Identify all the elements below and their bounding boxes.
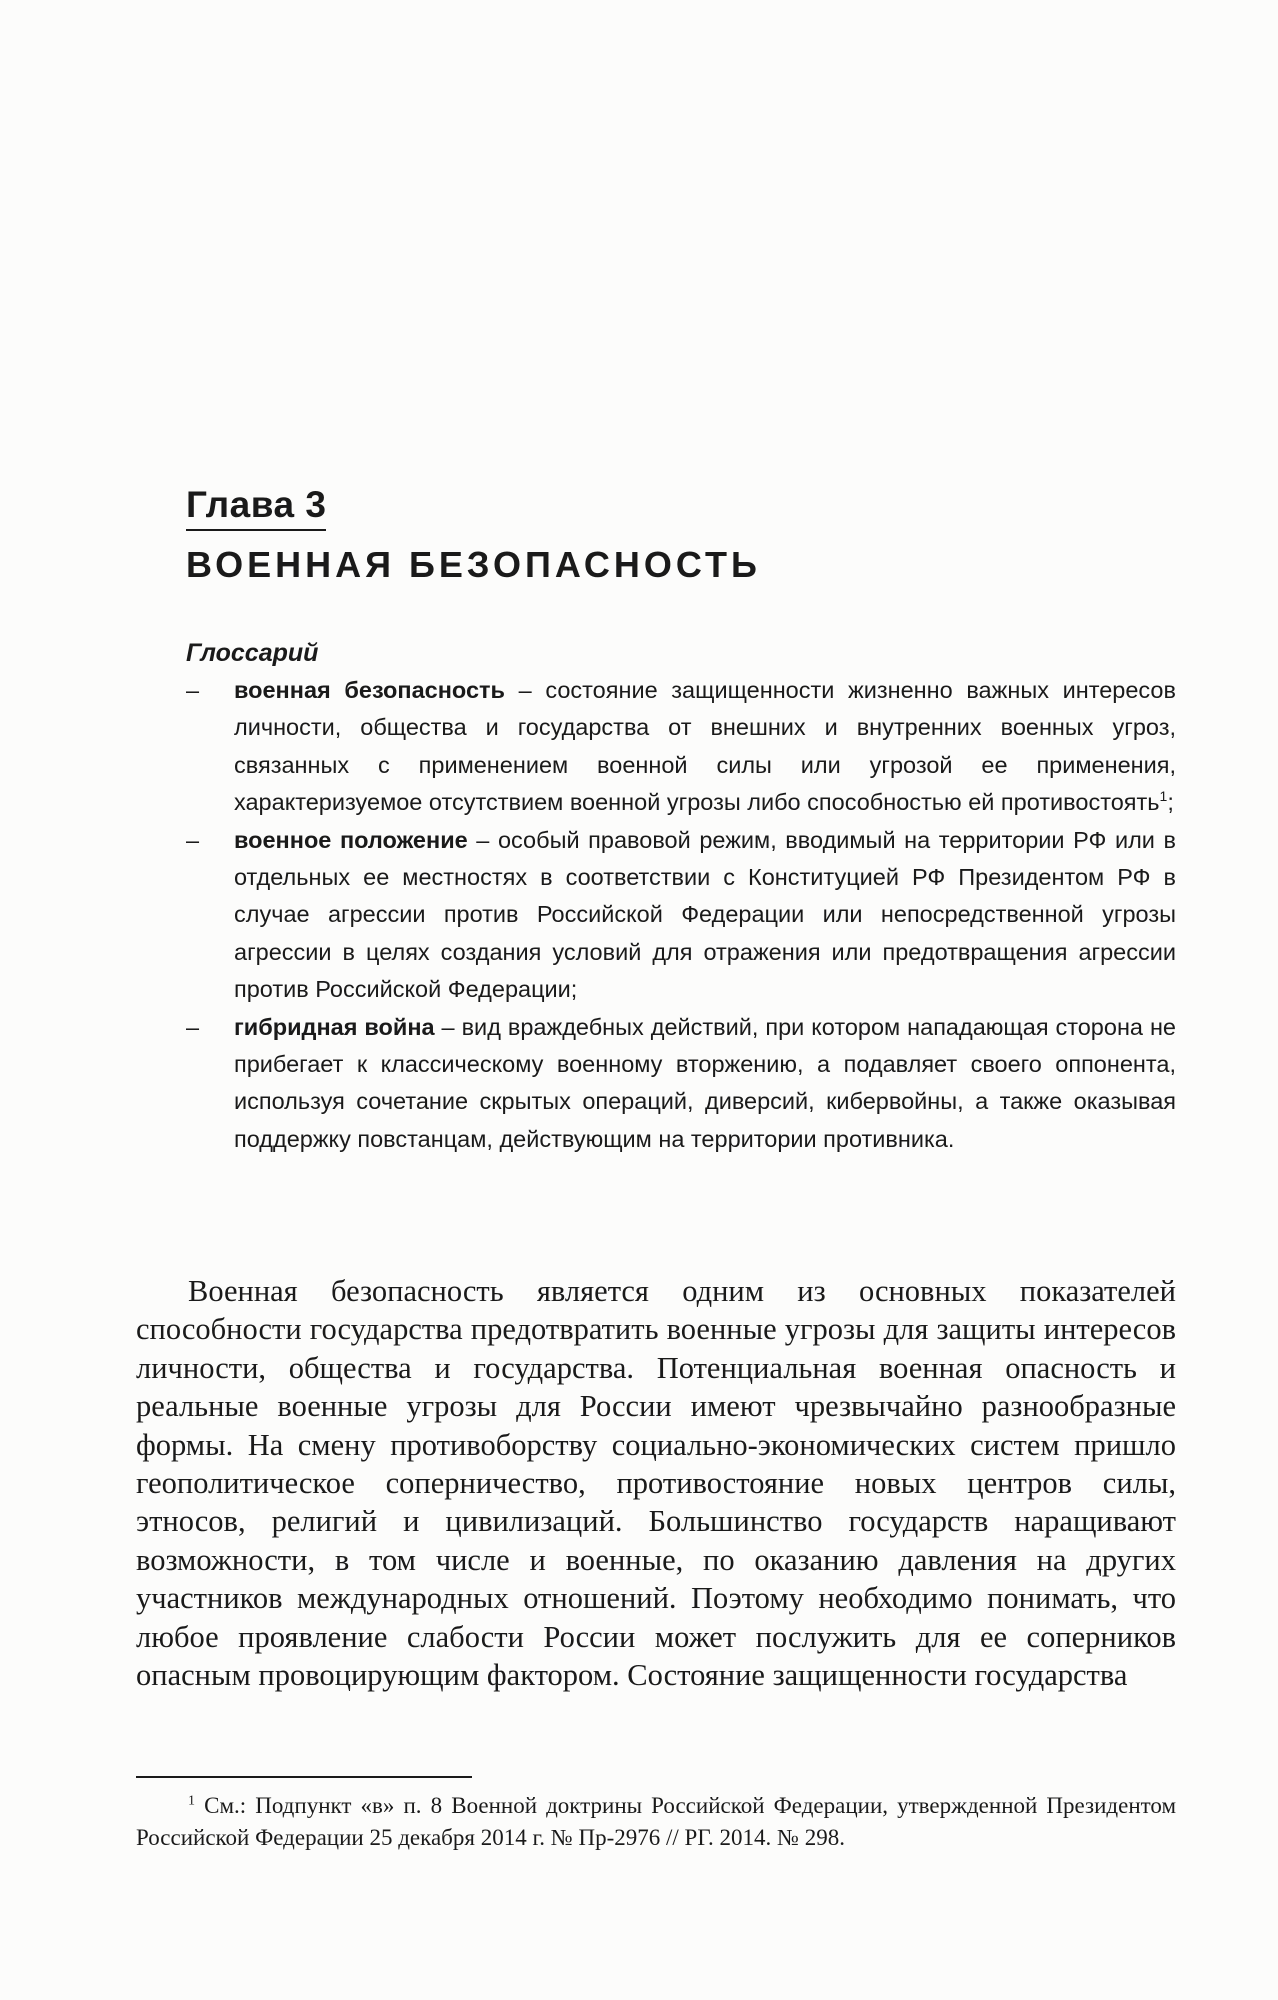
glossary-item-martial-law [186, 822, 1176, 1009]
list-dash: – [186, 677, 200, 703]
glossary-section [186, 636, 1176, 1158]
chapter-title: ВОЕННАЯ БЕЗОПАСНОСТЬ [186, 544, 761, 585]
footnote-text: См.: Подпункт «в» п. 8 Военной доктрины Российской Федерации, утвержденной Президентом Российской Федерации 25 декабря 2014 г. № Пр-2976 // РГ. 2014. № 298. [136, 1793, 1176, 1850]
glossary-list [186, 672, 1176, 1158]
footnote-reference[interactable]: 1 [1159, 788, 1168, 805]
glossary-definition: – вид враждебных действий, при котором нападающая сторона не прибегает к классическому военному вторжению, а подавляет своего оппонента, используя сочетание скрытых операций, диверсий, кибервойны, а также оказывая поддержку повстанцам, действующим на территории противника. [234, 1013, 1176, 1152]
chapter-number: Глава 3 [186, 482, 326, 531]
glossary-definition: – состояние защищенности жизненно важных интересов личности, общества и государства от внешних и внутренних военных угроз, связанных с применением военной силы или угрозой ее применения, характеризуемое отсутствием военной угрозы либо способностью ей противостоять [234, 677, 1176, 816]
glossary-definition: – особый правовой режим, вводимый на территории РФ или в отдельных ее местностях в соответствии с Конституцией РФ Президентом РФ в случае агрессии против Российской Федерации или непосредственной угрозы агрессии в целях создания условий для отражения или предотвращения агрессии против Российской Федерации; [234, 826, 1176, 1003]
list-dash: – [186, 1013, 200, 1040]
footnote-mark: 1 [188, 1793, 195, 1809]
glossary-item-hybrid-war [186, 1009, 1176, 1159]
list-dash: – [186, 826, 200, 853]
footnote-divider [136, 1776, 472, 1778]
body-paragraph: Военная безопасность является одним из основных показателей способности государства предотвратить военные угрозы для защиты интересов личности, общества и государства. Потенциальная военная опасность и реальные военные угрозы для России имеют чрезвычайно разнообразные формы. На смену противоборству социально-экономических систем пришло геополитическое соперничество, противостояние новых центров силы, этносов, религий и цивилизаций. Большинство государств наращивают возможности, в том числе и военные, по оказанию давления на других участников международных отношений. Поэтому необходимо понимать, что любое проявление слабости России может послужить для ее соперников опасным провоцирующим фактором. Состояние защищенности государства [136, 1274, 1176, 1693]
glossary-heading: Глоссарий [186, 639, 319, 667]
glossary-term: военная безопасность [234, 677, 505, 703]
glossary-item-military-security [186, 672, 1176, 822]
chapter-header [186, 482, 1186, 587]
glossary-term: военное положение [234, 826, 468, 853]
footnote [136, 1790, 1176, 1853]
glossary-punctuation: ; [1167, 789, 1174, 816]
glossary-term: гибридная война [234, 1013, 435, 1040]
